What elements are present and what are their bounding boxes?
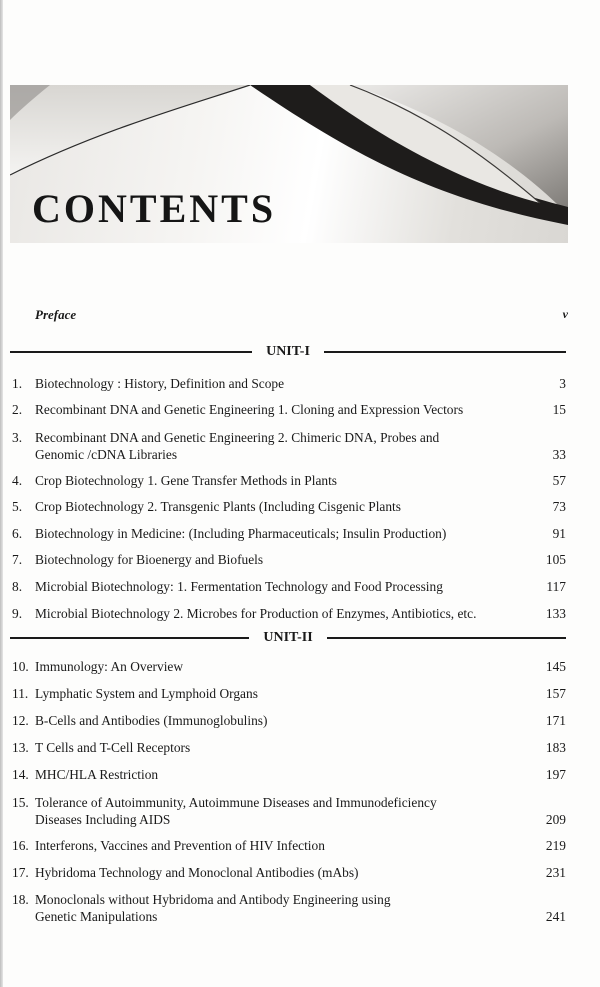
unit-2-header [10,629,566,647]
chapter-number: 4. [12,473,23,488]
chapter-title: Crop Biotechnology 1. Gene Transfer Methods in Plants [35,473,338,488]
chapter-number: 17. [12,865,29,880]
chapter-page: 219 [545,838,566,853]
chapter-number: 3. [12,430,23,445]
page-title: CONTENTS [32,186,277,231]
chapter-title: Immunology: An Overview [35,659,184,674]
chapter-title: Monoclonals without Hybridoma and Antibody Engineering using Genetic Manipulations [35,892,391,924]
toc-entry[interactable] [12,712,566,729]
chapter-page: 15 [552,402,566,417]
chapter-title: Microbial Biotechnology: 1. Fermentation Technology and Food Processing [35,579,443,594]
chapter-page: 133 [545,606,566,621]
chapter-page: 57 [552,473,566,488]
chapter-title: Recombinant DNA and Genetic Engineering 1. Cloning and Expression Vectors [35,402,464,417]
toc-entry[interactable] [12,472,566,489]
unit-1-header [10,343,566,361]
toc-entry[interactable] [12,375,566,392]
chapter-title: Biotechnology for Bioenergy and Biofuels [35,552,264,567]
chapter-number: 7. [12,552,23,567]
chapter-number: 6. [12,526,23,541]
toc-entry[interactable] [12,401,566,418]
chapter-title: Crop Biotechnology 2. Transgenic Plants (Including Cisgenic Plants [35,499,401,514]
toc-entry[interactable] [12,525,566,542]
chapter-title: Biotechnology in Medicine: (Including Pharmaceuticals; Insulin Production) [35,526,447,541]
unit-label: UNIT-I [266,344,310,359]
chapter-number: 18. [12,892,29,907]
chapter-title: Recombinant DNA and Genetic Engineering 2. Chimeric DNA, Probes and Genomic /cDNA Libraries [35,430,440,462]
contents-banner [10,85,568,243]
toc-entry[interactable] [12,794,566,828]
chapter-number: 11. [12,686,29,701]
chapter-page: 145 [545,659,566,674]
toc-entry[interactable] [12,578,566,595]
chapter-number: 16. [12,838,29,853]
toc-entry[interactable] [12,429,566,463]
chapter-title: Biotechnology : History, Definition and Scope [35,376,285,391]
chapter-page: 33 [552,447,566,462]
toc-entry[interactable] [12,739,566,756]
chapter-title: T Cells and T-Cell Receptors [35,740,191,755]
chapter-page: 105 [545,552,566,567]
toc-entry[interactable] [12,551,566,568]
chapter-page: 197 [545,767,566,782]
chapter-page: 171 [545,713,566,728]
preface-page-number: v [562,307,568,321]
chapter-page: 241 [545,909,566,924]
unit-label: UNIT-II [263,630,313,645]
chapter-page: 91 [552,526,566,541]
chapter-title: Hybridoma Technology and Monoclonal Antibodies (mAbs) [35,865,359,880]
chapter-title: MHC/HLA Restriction [35,767,159,782]
chapter-title: Lymphatic System and Lymphoid Organs [35,686,258,701]
chapter-page: 3 [559,376,566,391]
divider-rule [10,637,249,639]
toc-entry[interactable] [12,766,566,783]
preface-entry[interactable] [35,307,568,323]
divider-rule [10,351,252,353]
chapter-title: B-Cells and Antibodies (Immunoglobulins) [35,713,268,728]
chapter-number: 5. [12,499,23,514]
chapter-number: 15. [12,795,29,810]
chapter-title: Interferons, Vaccines and Prevention of HIV Infection [35,838,325,853]
chapter-page: 209 [545,812,566,827]
chapter-number: 9. [12,606,23,621]
toc-entry[interactable] [12,864,566,881]
chapter-page: 183 [545,740,566,755]
chapter-number: 12. [12,713,29,728]
toc-entry[interactable] [12,658,566,675]
chapter-page: 231 [545,865,566,880]
chapter-number: 10. [12,659,29,674]
chapter-title: Microbial Biotechnology 2. Microbes for Production of Enzymes, Antibiotics, etc. [35,606,477,621]
chapter-page: 117 [546,579,566,594]
chapter-page: 73 [552,499,566,514]
chapter-title: Tolerance of Autoimmunity, Autoimmune Diseases and Immunodeficiency Diseases Including AIDS [35,795,437,827]
chapter-number: 1. [12,376,23,391]
page-edge-shadow [0,0,3,987]
toc-entry[interactable] [12,605,566,622]
toc-entry[interactable] [12,498,566,515]
toc-entry[interactable] [12,837,566,854]
toc-entry[interactable] [12,685,566,702]
toc-entry[interactable] [12,891,566,925]
chapter-number: 14. [12,767,29,782]
chapter-page: 157 [545,686,566,701]
divider-rule [324,351,566,353]
divider-rule [327,637,566,639]
chapter-number: 8. [12,579,23,594]
chapter-number: 13. [12,740,29,755]
chapter-number: 2. [12,402,23,417]
preface-label: Preface [35,307,77,322]
